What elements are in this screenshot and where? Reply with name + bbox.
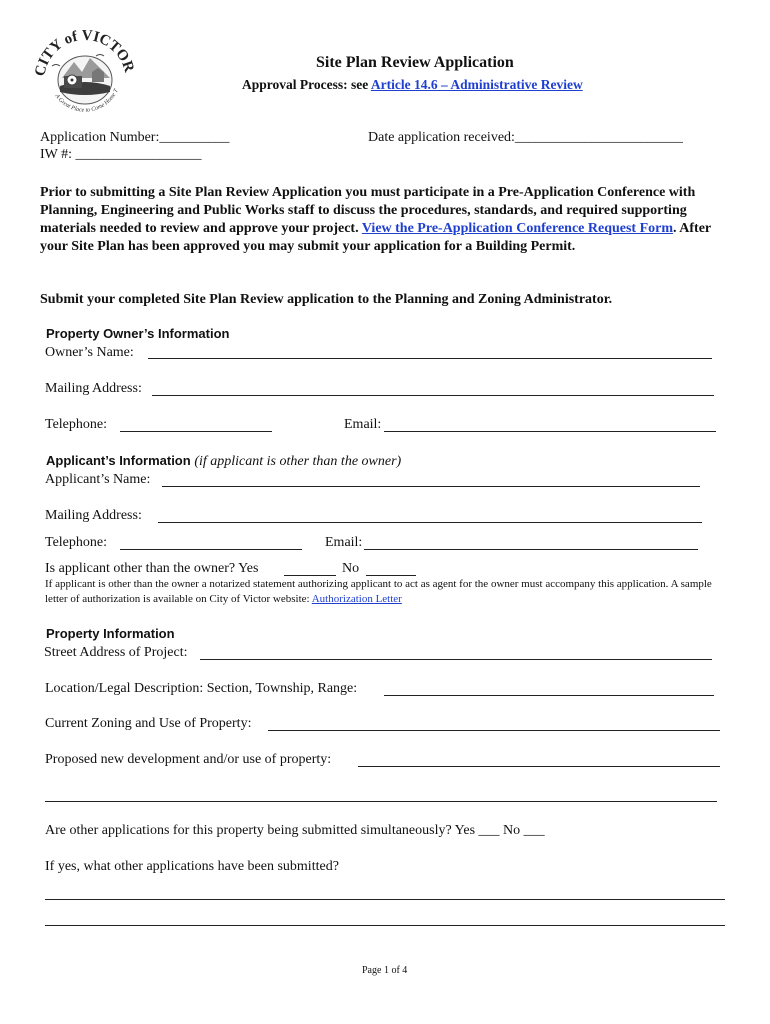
street-address-input[interactable]	[200, 659, 712, 660]
other-applications-label: If yes, what other applications have been submitted?	[45, 859, 339, 874]
other-applications-input-line-2[interactable]	[45, 925, 725, 926]
location-legal-input[interactable]	[384, 695, 714, 696]
owner-section-heading: Property Owner’s Information	[46, 326, 230, 341]
approval-process-line	[242, 77, 583, 93]
applicant-telephone-input[interactable]	[120, 549, 302, 550]
applicant-section-heading	[46, 453, 401, 470]
approval-process-label: Approval Process: see	[242, 77, 371, 92]
authorization-letter-link[interactable]: Authorization Letter	[311, 593, 402, 605]
street-address-label: Street Address of Project:	[44, 645, 188, 660]
applicant-other-no-label: No	[342, 561, 360, 576]
pre-application-request-link[interactable]: View the Pre-Application Conference Request Form	[361, 221, 674, 236]
proposed-use-input[interactable]	[358, 766, 720, 767]
zoning-label: Current Zoning and Use of Property:	[45, 716, 252, 731]
proposed-use-label: Proposed new development and/or use of property:	[45, 752, 332, 767]
applicant-other-question: Is applicant other than the owner? Yes	[45, 561, 259, 576]
zoning-input[interactable]	[268, 730, 720, 731]
applicant-name-input[interactable]	[162, 486, 700, 487]
owner-email-input[interactable]	[384, 431, 716, 432]
owner-mailing-label: Mailing Address:	[45, 381, 142, 396]
owner-email-label: Email:	[344, 417, 382, 432]
applicant-other-yes-input[interactable]	[284, 575, 336, 576]
page-number: Page 1 of 4	[362, 965, 408, 976]
owner-mailing-input[interactable]	[152, 395, 714, 396]
simultaneous-applications-question: Are other applications for this property being submitted simultaneously? Yes ___ No ___	[45, 823, 545, 838]
applicant-name-label: Applicant’s Name:	[45, 472, 151, 487]
administrative-review-link[interactable]: Article 14.6 – Administrative Review	[370, 77, 583, 92]
seal-logo	[30, 20, 138, 120]
page-title: Site Plan Review Application	[316, 54, 514, 71]
applicant-email-input[interactable]	[364, 549, 698, 550]
date-received-field[interactable]: Date application received:________________________	[368, 130, 683, 145]
notice-text: Prior to submitting a Site Plan Review Application you must participate in a Pre-Application Conference with Planning, Engineering and Public Works staff to discuss the procedures, standards, and required supporting materials needed to review and approve your project.	[40, 185, 696, 236]
applicant-other-no-input[interactable]	[366, 575, 416, 576]
authorization-note-text: If applicant is other than the owner a notarized statement authorizing applicant to act as agent for the owner must accompany this application. A sample letter of authorization is available on City of Victor website:	[45, 578, 712, 605]
submit-note: Submit your completed Site Plan Review application to the Planning and Zoning Administrator.	[40, 292, 613, 307]
authorization-note	[45, 577, 735, 607]
notice-text-end: . After your Site Plan has been approved you may submit your application for a Building Permit.	[40, 221, 711, 254]
applicant-email-label: Email:	[325, 535, 363, 550]
owner-name-label: Owner’s Name:	[45, 345, 134, 360]
logo-city-name: CITY of VICTOR	[32, 27, 137, 78]
property-section-heading: Property Information	[46, 626, 175, 641]
owner-telephone-input[interactable]	[120, 431, 272, 432]
applicant-heading-text: Applicant’s Information	[46, 453, 191, 468]
logo-motto: A Great Place to Come Home T	[53, 88, 120, 114]
owner-name-input[interactable]	[148, 358, 712, 359]
proposed-use-input-line-2[interactable]	[45, 801, 717, 802]
owner-telephone-label: Telephone:	[45, 417, 107, 432]
iw-number-field[interactable]: IW #: __________________	[40, 147, 202, 162]
applicant-mailing-input[interactable]	[158, 522, 702, 523]
application-number-field[interactable]: Application Number:__________	[40, 130, 230, 145]
location-legal-label: Location/Legal Description: Section, Township, Range:	[45, 681, 358, 696]
applicant-telephone-label: Telephone:	[45, 535, 107, 550]
applicant-mailing-label: Mailing Address:	[45, 508, 142, 523]
other-applications-input-line-1[interactable]	[45, 899, 725, 900]
pre-application-notice	[40, 184, 730, 256]
applicant-heading-note: (if applicant is other than the owner)	[194, 454, 402, 469]
